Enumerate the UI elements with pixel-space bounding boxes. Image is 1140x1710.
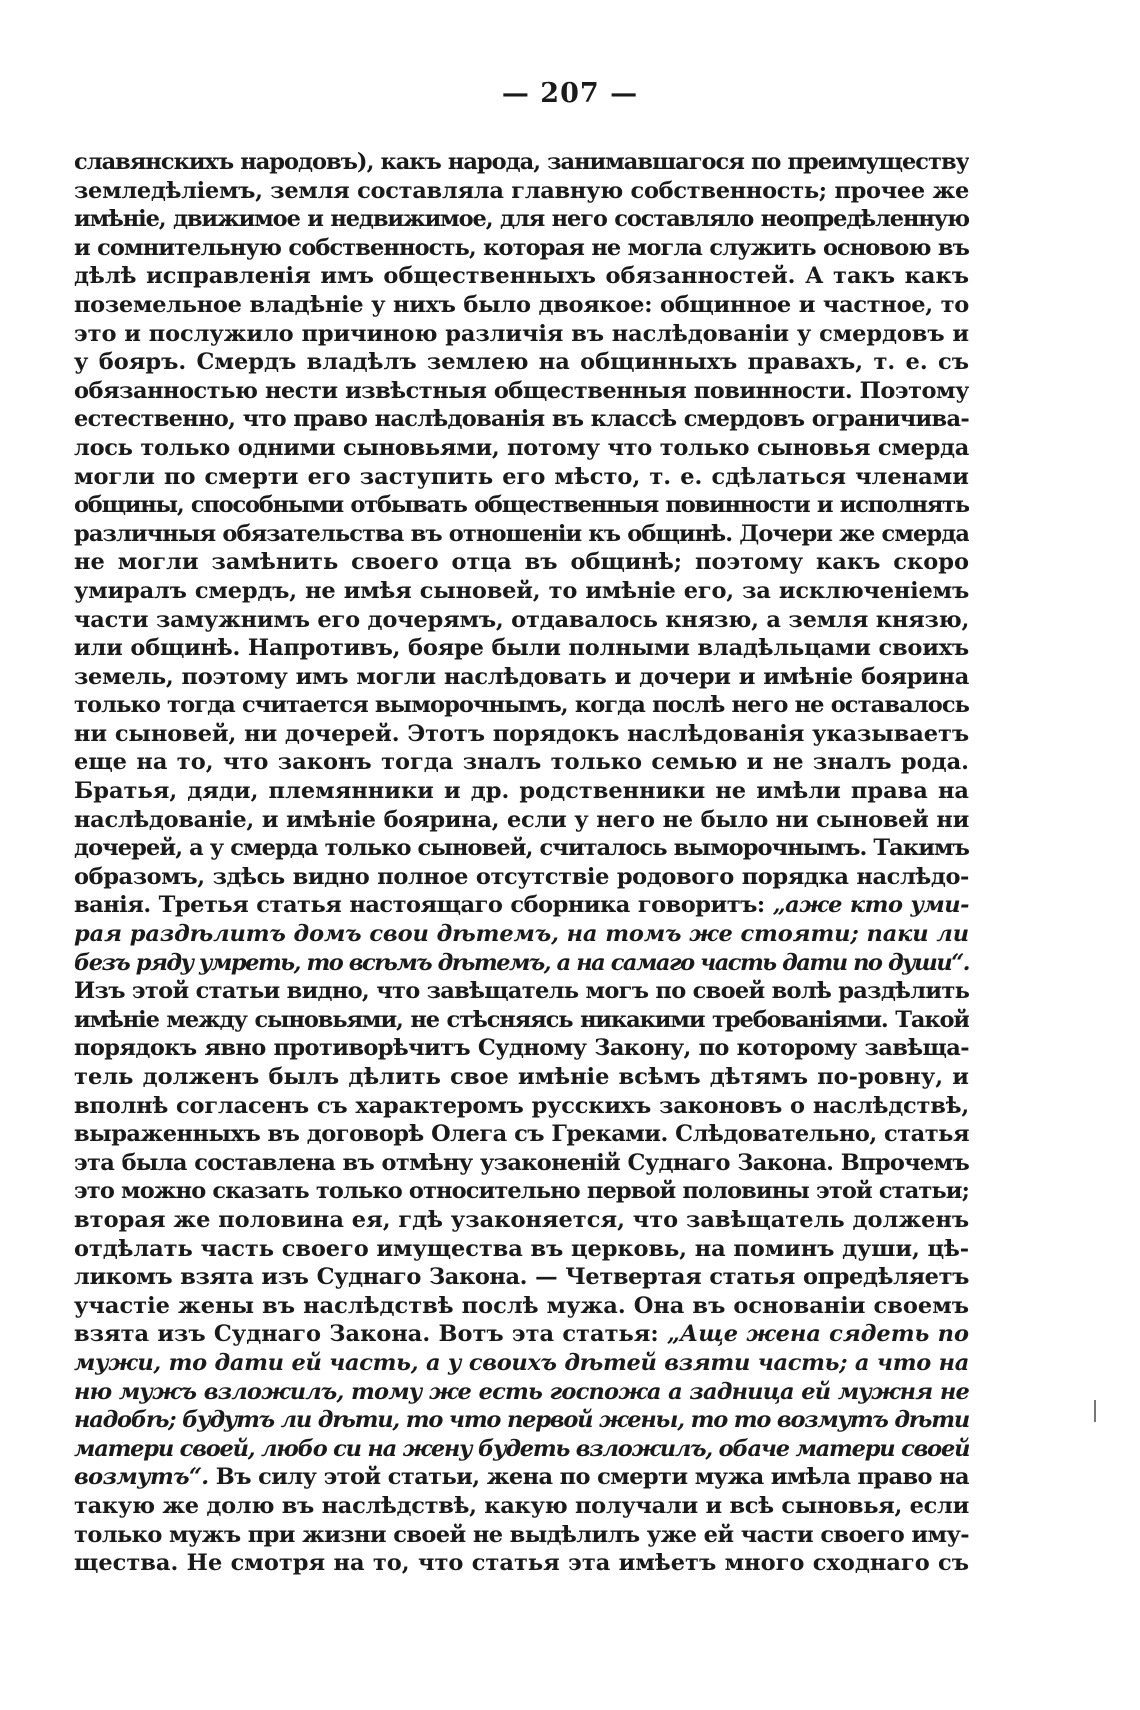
line-text: или общинѣ. Напротивъ, бояре были полными владѣльцами своихъ — [74, 635, 969, 662]
text-line — [74, 1120, 969, 1149]
line-text: различныя обязательства въ отношеніи къ общинѣ. Дочери же смерда — [74, 520, 969, 547]
line-text: Братья, дяди, племянники и др. родственники не имѣли права на — [74, 778, 969, 805]
line-text: земледѣліемъ, земля составляла главную собственность; прочее же — [74, 177, 969, 204]
page-number: — 207 — — [501, 78, 639, 109]
line-text: Въ силу этой статьи, жена по смерти мужа имѣла право на — [208, 1464, 969, 1491]
text-line — [74, 463, 969, 492]
line-text: не могли замѣнить своего отца въ общинѣ; поэтому какъ скоро — [74, 549, 969, 576]
text-line — [74, 405, 969, 434]
text-line — [74, 634, 969, 663]
text-line — [74, 1263, 969, 1292]
quoted-text: матери своей, любо си на жену будеть взложилъ, обаче матери своей — [74, 1435, 969, 1462]
line-text: дочерей, а у смерда только сыновей, считалось выморочнымъ. Такимъ — [74, 835, 969, 862]
line-text: дѣлѣ исправленія имъ общественныхъ обязанностей. А такъ какъ — [74, 263, 969, 290]
text-line — [74, 491, 969, 520]
text-line — [74, 1549, 969, 1578]
line-text: образомъ, здѣсь видно полное отсутствіе родового порядка наслѣдо- — [74, 863, 969, 890]
line-text: такую же долю въ наслѣдствѣ, какую получали и всѣ сыновья, если — [74, 1492, 969, 1519]
line-text: земель, поэтому имъ могли наслѣдовать и дочери и имѣніе боярина — [74, 663, 969, 690]
line-text: эта была составлена въ отмѣну узаконеній Суднаго Закона. Впрочемъ — [74, 1149, 969, 1176]
line-text: участіе жены въ наслѣдствѣ послѣ мужа. Она въ основаніи своемъ — [74, 1292, 969, 1319]
line-text: еще на то, что законъ тогда зналъ только семью и не зналъ рода. — [74, 749, 969, 776]
text-line — [74, 691, 969, 720]
line-text: естественно, что право наслѣдованія въ классѣ смердовъ ограничива- — [74, 406, 969, 433]
line-text: щества. Не смотря на то, что статья эта имѣетъ много сходнаго съ — [74, 1550, 969, 1577]
line-text: порядокъ явно противорѣчитъ Судному Закону, по которому завѣща- — [74, 1035, 969, 1062]
line-text: взята изъ Суднаго Закона. Вотъ эта статья: — [74, 1321, 667, 1348]
quoted-text: „Аще жена сядеть по — [666, 1321, 969, 1348]
margin-mark — [1094, 1400, 1096, 1422]
line-text: имѣніе, движимое и недвижимое, для него составляло неопредѣленную — [74, 206, 969, 233]
text-line — [74, 1521, 969, 1550]
line-text: лось только одними сыновьями, потому что только сыновья смерда — [74, 434, 969, 461]
text-line — [74, 1206, 969, 1235]
text-line — [74, 920, 969, 949]
text-line — [74, 1492, 969, 1521]
quoted-text: рая раздѣлитъ домъ свои дѣтемъ, на томъ же стояти; паки ли — [74, 921, 969, 948]
text-line — [74, 320, 969, 349]
quoted-text: „аже кто уми- — [772, 892, 969, 919]
line-text: ликомъ взята изъ Суднаго Закона. — Четвертая статья опредѣляетъ — [74, 1264, 969, 1291]
text-line — [74, 720, 969, 749]
line-text: у бояръ. Смердъ владѣлъ землею на общинныхъ правахъ, т. е. съ — [74, 349, 969, 376]
text-line — [74, 977, 969, 1006]
text-line — [74, 949, 969, 978]
line-text: части замужнимъ его дочерямъ, отдавалось князю, а земля князю, — [74, 606, 969, 633]
line-text: имѣніе между сыновьями, не стѣсняясь никакими требованіями. Такой — [74, 1006, 969, 1033]
quoted-text: надобѣ; будутъ ли дѣти, то что первой жены, то то возмутъ дѣти — [74, 1407, 969, 1434]
line-text: это и послужило причиною различія въ наслѣдованіи у смердовъ и — [74, 320, 969, 347]
text-line — [74, 177, 969, 206]
text-line — [74, 434, 969, 463]
text-line — [74, 663, 969, 692]
body-text — [74, 148, 969, 1578]
text-line — [74, 205, 969, 234]
line-text: только мужъ при жизни своей не выдѣлилъ уже ей части своего иму- — [74, 1521, 969, 1548]
text-line — [74, 1320, 969, 1349]
text-line — [74, 834, 969, 863]
text-line — [74, 1292, 969, 1321]
text-line — [74, 1406, 969, 1435]
quoted-text: безъ ряду умреть, то всѣмъ дѣтемъ, а на самаго часть дати по души“. — [74, 949, 969, 976]
line-text: Изъ этой статьи видно, что завѣщатель могъ по своей волѣ раздѣлить — [74, 978, 969, 1005]
text-line — [74, 577, 969, 606]
line-text: выраженныхъ въ договорѣ Олега съ Греками. Слѣдовательно, статья — [74, 1121, 969, 1148]
text-line — [74, 863, 969, 892]
line-text: поземельное владѣніе у нихъ было двоякое: общинное и частное, то — [74, 291, 969, 318]
text-line — [74, 1063, 969, 1092]
text-line — [74, 348, 969, 377]
line-text: могли по смерти его заступить его мѣсто, т. е. сдѣлаться членами — [74, 463, 969, 490]
text-line — [74, 1463, 969, 1492]
text-line — [74, 1378, 969, 1407]
line-text: общины, способными отбывать общественныя повинности и исполнять — [74, 492, 969, 519]
text-line — [74, 1034, 969, 1063]
text-line — [74, 262, 969, 291]
text-line — [74, 606, 969, 635]
line-text: и сомнительную собственность, которая не могла служить основою въ — [74, 234, 969, 261]
text-line — [74, 1149, 969, 1178]
line-text: тель долженъ былъ дѣлить свое имѣніе всѣмъ дѣтямъ по-ровну, и — [74, 1064, 969, 1090]
text-line — [74, 377, 969, 406]
line-text: только тогда считается выморочнымъ, когда послѣ него не оставалось — [74, 692, 969, 719]
text-line — [74, 291, 969, 320]
line-text: обязанностью нести извѣстныя общественныя повинности. Поэтому — [74, 377, 969, 404]
text-line — [74, 1092, 969, 1121]
text-line — [74, 748, 969, 777]
line-text: умиралъ смердъ, не имѣя сыновей, то имѣніе его, за исключеніемъ — [74, 577, 969, 604]
line-text: вторая же половина ея, гдѣ узаконяется, что завѣщатель долженъ — [74, 1206, 969, 1233]
text-line — [74, 520, 969, 549]
quoted-text: мужи, то дати ей часть, а у своихъ дѣтей взяти часть; а что на — [74, 1349, 969, 1376]
line-text: славянскихъ народовъ), какъ народа, занимавшагося по преимуществу — [74, 149, 969, 175]
text-line — [74, 1349, 969, 1378]
text-line — [74, 1006, 969, 1035]
quoted-text: ню мужъ взложилъ, тому же есть госпожа а задница ей мужня не — [74, 1378, 969, 1405]
line-text: это можно сказать только относительно первой половины этой статьи; — [74, 1178, 969, 1205]
text-line — [74, 148, 969, 177]
text-line — [74, 548, 969, 577]
line-text: ни сыновей, ни дочерей. Этотъ порядокъ наслѣдованія указываетъ — [74, 720, 969, 747]
line-text: ванія. Третья статья настоящаго сборника говоритъ: — [74, 892, 773, 919]
line-text: наслѣдованіе, и имѣніе боярина, если у него не было ни сыновей ни — [74, 806, 969, 833]
text-line — [74, 1235, 969, 1264]
text-line — [74, 777, 969, 806]
quoted-text: возмутъ“. — [74, 1464, 209, 1491]
text-line — [74, 1177, 969, 1206]
line-text: отдѣлать часть своего имущества въ церковь, на поминъ души, цѣ- — [74, 1235, 969, 1262]
line-text: вполнѣ согласенъ съ характеромъ русскихъ законовъ о наслѣдствѣ, — [74, 1092, 969, 1119]
text-line — [74, 891, 969, 920]
text-line — [74, 1435, 969, 1464]
text-line — [74, 234, 969, 263]
text-line — [74, 806, 969, 835]
